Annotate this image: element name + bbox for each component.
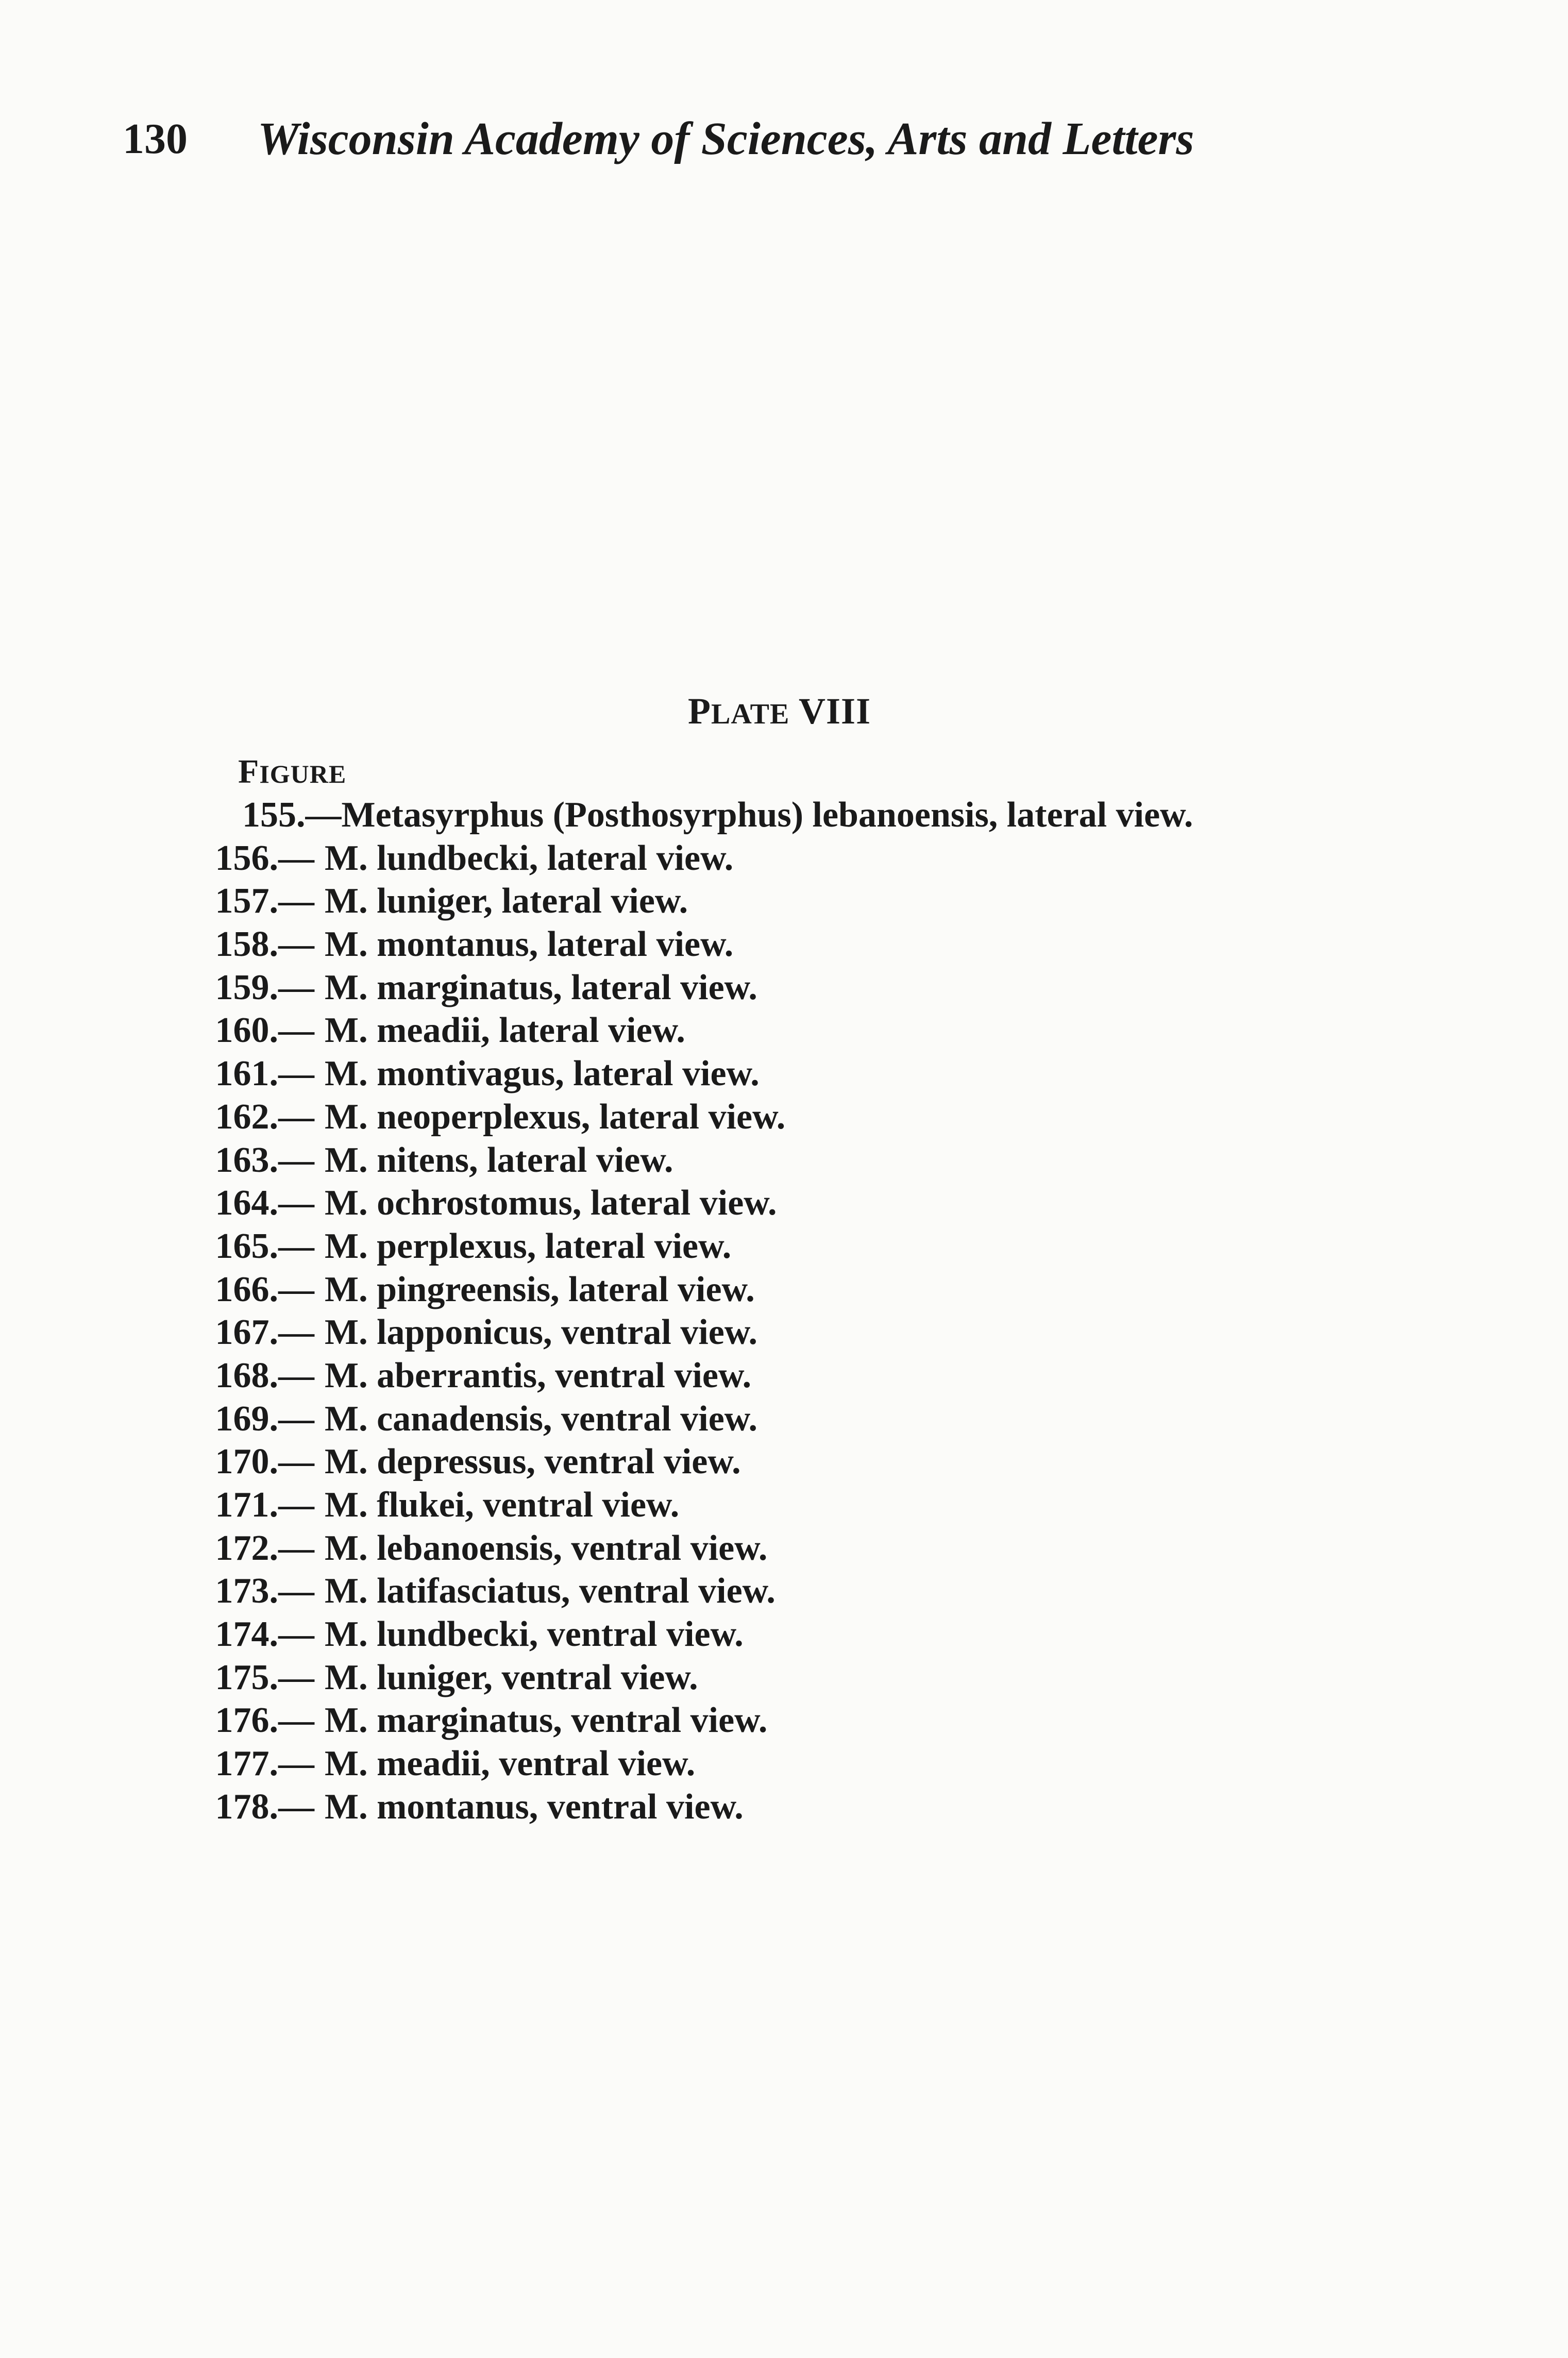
figure-heading [238, 751, 346, 795]
figure-caption-text: Metasyrphus (Posthosyrphus) lebanoensis, lateral view. [341, 795, 1193, 835]
figure-caption-text: M. lundbecki, ventral view. [325, 1614, 744, 1655]
figure-caption-item [0, 1742, 1568, 1786]
plate-title [688, 688, 871, 737]
figure-caption-item [0, 1440, 1568, 1484]
figure-caption-item [0, 1009, 1568, 1052]
figure-number-value: 162. [215, 1097, 278, 1137]
figure-caption-text: M. meadii, ventral view. [325, 1744, 696, 1784]
figure-caption-item [0, 1613, 1568, 1656]
figure-number-value: 167. [215, 1312, 278, 1353]
figure-caption-text: M. aberrantis, ventral view. [325, 1355, 752, 1395]
figure-dash: — [278, 1010, 314, 1051]
plate-title-rest: LATE [711, 698, 790, 730]
figure-number [0, 1570, 314, 1613]
figure-number-value: 166. [215, 1269, 278, 1309]
figure-caption-text: M. meadii, lateral view. [325, 1010, 685, 1051]
figure-caption-text: M. depressus, ventral view. [325, 1442, 741, 1482]
figure-dash: — [278, 1097, 314, 1137]
figure-number [0, 1656, 314, 1699]
figure-number [0, 1096, 314, 1139]
figure-caption-item [0, 1096, 1568, 1139]
figure-caption-text: M. lundbecki, lateral view. [325, 838, 734, 878]
figure-caption-item [0, 837, 1568, 880]
figure-caption-text: M. neoperplexus, lateral view. [325, 1097, 786, 1137]
figure-number [0, 966, 314, 1009]
figure-number-value: 172. [215, 1528, 278, 1568]
figure-caption-text: M. montanus, lateral view. [325, 924, 734, 965]
figure-caption-item [0, 1570, 1568, 1613]
figure-dash: — [278, 1140, 314, 1180]
figure-number [0, 1397, 314, 1441]
figure-number [0, 1484, 314, 1527]
figure-number-value: 175. [215, 1657, 278, 1697]
figure-dash: — [278, 1355, 314, 1395]
figure-caption-text: M. perplexus, lateral view. [325, 1226, 732, 1266]
figure-number [0, 1440, 314, 1484]
figure-heading-first-letter: F [238, 753, 260, 790]
figure-number-value: 176. [215, 1700, 278, 1741]
figure-number [0, 880, 314, 923]
figure-dash: — [278, 1183, 314, 1223]
figure-number-value: 170. [215, 1442, 278, 1482]
figure-dash: — [278, 1312, 314, 1353]
figure-caption-text: M. montivagus, lateral view. [325, 1054, 760, 1094]
figure-caption-text: M. luniger, lateral view. [325, 881, 688, 921]
figure-number-value: 171. [215, 1485, 278, 1525]
figure-dash: — [278, 838, 314, 878]
figure-dash: — [278, 1269, 314, 1309]
figure-dash: — [305, 795, 342, 835]
figure-caption-item [0, 1484, 1568, 1527]
figure-number [0, 1311, 314, 1354]
figure-number [0, 1052, 314, 1096]
figure-number [0, 1699, 314, 1742]
figure-number-value: 159. [215, 967, 278, 1007]
figure-dash: — [278, 881, 314, 921]
figure-caption-text: M. pingreensis, lateral view. [325, 1269, 755, 1309]
figure-caption-item [0, 1786, 1568, 1829]
figure-dash: — [278, 1528, 314, 1568]
figure-number [0, 1786, 314, 1829]
figure-dash: — [278, 1657, 314, 1697]
figure-caption-item [0, 966, 1568, 1009]
figure-number [0, 1268, 314, 1311]
figure-caption-text: M. ochrostomus, lateral view. [325, 1183, 777, 1223]
figure-dash: — [278, 1485, 314, 1525]
figure-caption-item [0, 880, 1568, 923]
figure-dash: — [278, 1054, 314, 1094]
figure-caption-item [0, 1182, 1568, 1225]
figure-caption-text: M. montanus, ventral view. [325, 1787, 744, 1827]
figure-caption-item [0, 1225, 1568, 1268]
figure-caption-item [0, 1699, 1568, 1742]
figure-number-value: 158. [215, 924, 278, 965]
figure-caption-text: M. lapponicus, ventral view. [325, 1312, 758, 1353]
figure-number [0, 1139, 314, 1182]
plate-title-numeral: VIII [799, 690, 871, 732]
figure-number-value: 178. [215, 1787, 278, 1827]
figure-dash: — [278, 1226, 314, 1266]
figure-number-value: 160. [215, 1010, 278, 1051]
figure-dash: — [278, 967, 314, 1007]
journal-title: Wisconsin Academy of Sciences, Arts and Letters [258, 113, 1194, 164]
figure-heading-rest: IGURE [259, 760, 347, 788]
figure-caption-item [0, 1527, 1568, 1570]
figure-caption-text: M. lebanoensis, ventral view. [325, 1528, 768, 1568]
figure-number [0, 1613, 314, 1656]
figure-dash: — [278, 924, 314, 965]
figure-number-value: 157. [215, 881, 278, 921]
figure-caption-item [0, 1139, 1568, 1182]
figure-number [242, 794, 1193, 837]
figure-number [0, 1354, 314, 1397]
figure-number-value: 164. [215, 1183, 278, 1223]
running-head [123, 113, 1308, 180]
figure-number [0, 1182, 314, 1225]
figure-number-value: 155. [242, 795, 306, 835]
figure-number [0, 1527, 314, 1570]
figure-caption-item [0, 923, 1568, 966]
figure-caption-item [0, 1354, 1568, 1397]
figure-caption-text: M. luniger, ventral view. [325, 1657, 698, 1697]
figure-dash: — [278, 1614, 314, 1655]
figure-caption-item [0, 1311, 1568, 1354]
plate-title-first-letter: P [688, 690, 711, 732]
figure-caption-text: M. canadensis, ventral view. [325, 1399, 757, 1439]
figure-caption-text: M. nitens, lateral view. [325, 1140, 673, 1180]
figure-number-value: 173. [215, 1571, 278, 1611]
figure-dash: — [278, 1787, 314, 1827]
figure-number-value: 163. [215, 1140, 278, 1180]
figure-dash: — [278, 1744, 314, 1784]
figure-caption-item [0, 1397, 1568, 1441]
figure-number [0, 1225, 314, 1268]
figure-number [0, 1009, 314, 1052]
figure-caption-list [0, 794, 1568, 1829]
figure-number-value: 156. [215, 838, 278, 878]
figure-number-value: 165. [215, 1226, 278, 1266]
figure-number-value: 168. [215, 1355, 278, 1395]
figure-dash: — [278, 1571, 314, 1611]
figure-caption-text: M. latifasciatus, ventral view. [325, 1571, 775, 1611]
figure-number-value: 177. [215, 1744, 278, 1784]
figure-number-value: 174. [215, 1614, 278, 1655]
figure-caption-text: M. flukei, ventral view. [325, 1485, 680, 1525]
figure-dash: — [278, 1700, 314, 1741]
figure-dash: — [278, 1399, 314, 1439]
figure-number-value: 161. [215, 1054, 278, 1094]
figure-caption-item [0, 1268, 1568, 1311]
figure-number [0, 837, 314, 880]
figure-caption-item [0, 1052, 1568, 1096]
figure-number-value: 169. [215, 1399, 278, 1439]
figure-caption-item [0, 794, 1568, 837]
figure-caption-text: M. marginatus, ventral view. [325, 1700, 768, 1741]
figure-caption-item [0, 1656, 1568, 1699]
figure-number [0, 1742, 314, 1786]
figure-number [0, 923, 314, 966]
figure-caption-text: M. marginatus, lateral view. [325, 967, 757, 1007]
page-number: 130 [123, 115, 188, 163]
figure-dash: — [278, 1442, 314, 1482]
